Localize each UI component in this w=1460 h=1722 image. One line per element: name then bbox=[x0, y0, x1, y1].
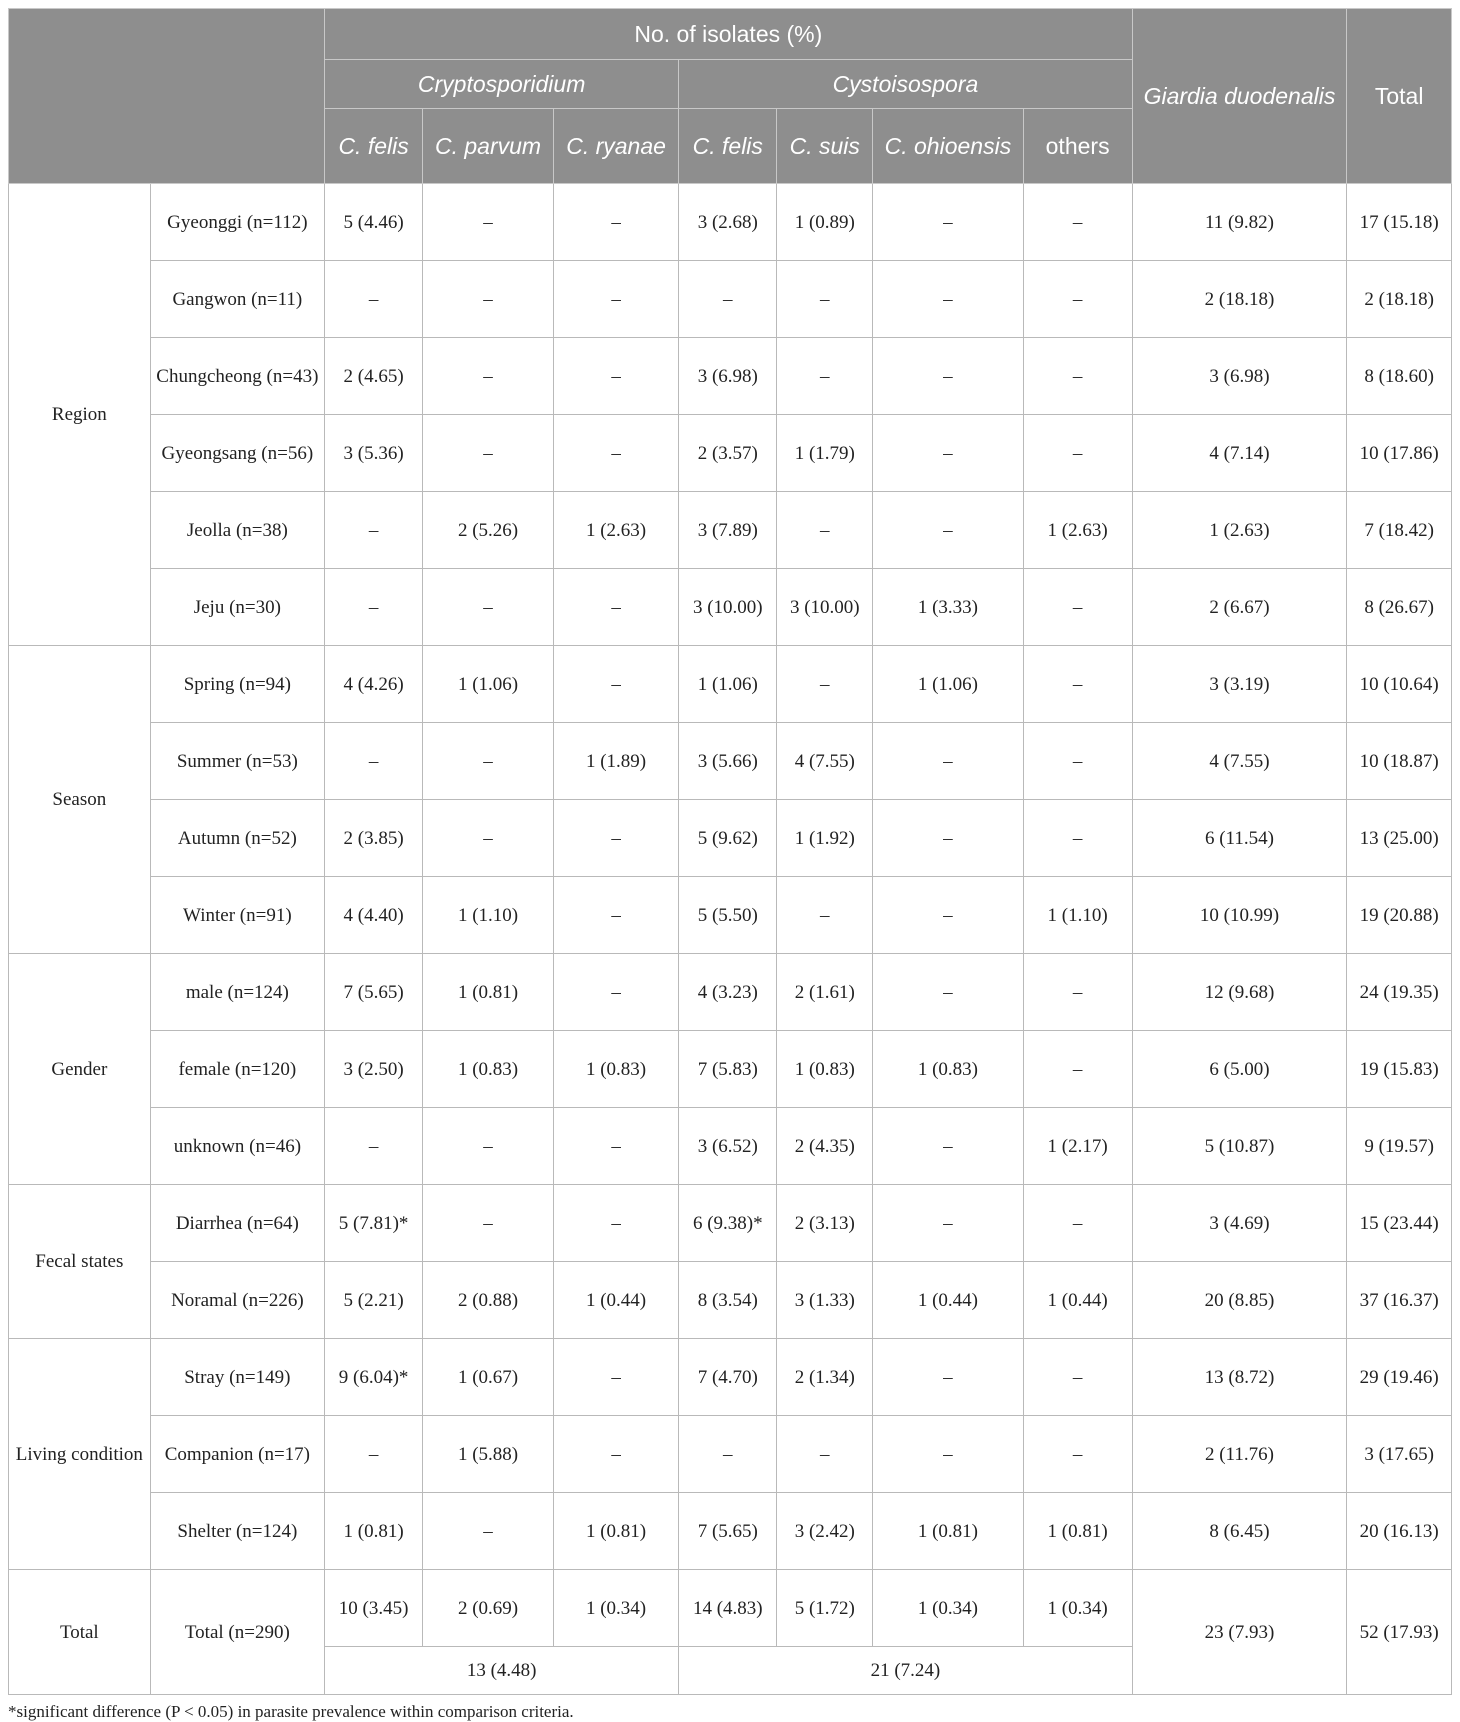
value-cell: – bbox=[423, 1493, 554, 1570]
table-row bbox=[9, 261, 1452, 338]
value-cell: 6 (11.54) bbox=[1132, 800, 1347, 877]
value-cell: – bbox=[777, 1416, 873, 1493]
value-cell: – bbox=[679, 1416, 777, 1493]
total-value-cell: 5 (1.72) bbox=[777, 1570, 873, 1647]
value-cell: – bbox=[873, 1108, 1023, 1185]
value-cell: – bbox=[553, 415, 678, 492]
value-cell: – bbox=[873, 877, 1023, 954]
value-cell: 3 (7.89) bbox=[679, 492, 777, 569]
value-cell: 5 (7.81)* bbox=[325, 1185, 423, 1262]
value-cell: – bbox=[679, 261, 777, 338]
row-label-cell: female (n=120) bbox=[150, 1031, 324, 1108]
crypto-subtotal-cell: 13 (4.48) bbox=[325, 1647, 679, 1695]
value-cell: – bbox=[325, 723, 423, 800]
value-cell: 1 (0.81) bbox=[553, 1493, 678, 1570]
value-cell: 4 (4.40) bbox=[325, 877, 423, 954]
table-row bbox=[9, 646, 1452, 723]
value-cell: 6 (9.38)* bbox=[679, 1185, 777, 1262]
value-cell: 8 (18.60) bbox=[1347, 338, 1452, 415]
table-row bbox=[9, 1031, 1452, 1108]
total-row bbox=[9, 1570, 1452, 1647]
value-cell: – bbox=[423, 723, 554, 800]
value-cell: 11 (9.82) bbox=[1132, 184, 1347, 261]
value-cell: 2 (4.65) bbox=[325, 338, 423, 415]
footnote: *significant difference (P < 0.05) in parasite prevalence within comparison criteria. bbox=[8, 1702, 574, 1721]
value-cell: 1 (0.81) bbox=[423, 954, 554, 1031]
group-label-cell: Gender bbox=[9, 954, 151, 1185]
value-cell: – bbox=[423, 569, 554, 646]
row-label-cell: Gyeongsang (n=56) bbox=[150, 415, 324, 492]
value-cell: – bbox=[553, 1416, 678, 1493]
value-cell: 5 (9.62) bbox=[679, 800, 777, 877]
value-cell: 13 (8.72) bbox=[1132, 1339, 1347, 1416]
value-cell: – bbox=[553, 1185, 678, 1262]
value-cell: – bbox=[553, 1339, 678, 1416]
value-cell: – bbox=[873, 800, 1023, 877]
table-row bbox=[9, 415, 1452, 492]
value-cell: – bbox=[777, 492, 873, 569]
value-cell: 10 (17.86) bbox=[1347, 415, 1452, 492]
value-cell: 1 (1.92) bbox=[777, 800, 873, 877]
value-cell: – bbox=[423, 1108, 554, 1185]
value-cell: 1 (0.44) bbox=[873, 1262, 1023, 1339]
total-giardia-cell: 23 (7.93) bbox=[1132, 1570, 1347, 1695]
value-cell: 2 (18.18) bbox=[1347, 261, 1452, 338]
value-cell: 3 (6.98) bbox=[1132, 338, 1347, 415]
table-header bbox=[9, 9, 1452, 184]
value-cell: 1 (1.06) bbox=[873, 646, 1023, 723]
value-cell: 1 (1.79) bbox=[777, 415, 873, 492]
value-cell: – bbox=[873, 723, 1023, 800]
value-cell: – bbox=[873, 415, 1023, 492]
value-cell: 8 (3.54) bbox=[679, 1262, 777, 1339]
row-label-cell: Jeju (n=30) bbox=[150, 569, 324, 646]
header-cysto-others: others bbox=[1023, 109, 1132, 184]
value-cell: – bbox=[1023, 954, 1132, 1031]
value-cell: 4 (4.26) bbox=[325, 646, 423, 723]
row-label-cell: Gyeonggi (n=112) bbox=[150, 184, 324, 261]
value-cell: 2 (1.61) bbox=[777, 954, 873, 1031]
value-cell: 3 (4.69) bbox=[1132, 1185, 1347, 1262]
table-row bbox=[9, 492, 1452, 569]
row-label-cell: Spring (n=94) bbox=[150, 646, 324, 723]
value-cell: – bbox=[1023, 415, 1132, 492]
value-cell: 2 (5.26) bbox=[423, 492, 554, 569]
table-row bbox=[9, 954, 1452, 1031]
isolates-table bbox=[8, 8, 1452, 1695]
value-cell: – bbox=[873, 492, 1023, 569]
total-value-cell: 1 (0.34) bbox=[873, 1570, 1023, 1647]
total-value-cell: 10 (3.45) bbox=[325, 1570, 423, 1647]
row-label-cell: Autumn (n=52) bbox=[150, 800, 324, 877]
value-cell: 2 (3.57) bbox=[679, 415, 777, 492]
value-cell: 1 (0.83) bbox=[423, 1031, 554, 1108]
value-cell: 7 (5.65) bbox=[325, 954, 423, 1031]
value-cell: 5 (4.46) bbox=[325, 184, 423, 261]
value-cell: – bbox=[777, 338, 873, 415]
value-cell: – bbox=[423, 415, 554, 492]
value-cell: – bbox=[777, 646, 873, 723]
total-row-label-cell: Total (n=290) bbox=[150, 1570, 324, 1695]
value-cell: 2 (6.67) bbox=[1132, 569, 1347, 646]
value-cell: 20 (16.13) bbox=[1347, 1493, 1452, 1570]
value-cell: – bbox=[423, 261, 554, 338]
value-cell: – bbox=[1023, 1416, 1132, 1493]
value-cell: 3 (10.00) bbox=[679, 569, 777, 646]
value-cell: 1 (0.44) bbox=[1023, 1262, 1132, 1339]
row-label-cell: Chungcheong (n=43) bbox=[150, 338, 324, 415]
value-cell: 7 (5.83) bbox=[679, 1031, 777, 1108]
value-cell: 7 (4.70) bbox=[679, 1339, 777, 1416]
value-cell: – bbox=[873, 1185, 1023, 1262]
value-cell: – bbox=[325, 569, 423, 646]
value-cell: 1 (2.63) bbox=[1132, 492, 1347, 569]
value-cell: – bbox=[325, 492, 423, 569]
value-cell: 3 (6.52) bbox=[679, 1108, 777, 1185]
row-label-cell: Stray (n=149) bbox=[150, 1339, 324, 1416]
table-row bbox=[9, 1339, 1452, 1416]
row-label-cell: Summer (n=53) bbox=[150, 723, 324, 800]
total-value-cell: 1 (0.34) bbox=[553, 1570, 678, 1647]
value-cell: – bbox=[423, 338, 554, 415]
value-cell: 9 (6.04)* bbox=[325, 1339, 423, 1416]
value-cell: – bbox=[873, 1416, 1023, 1493]
value-cell: 3 (2.50) bbox=[325, 1031, 423, 1108]
value-cell: – bbox=[553, 569, 678, 646]
value-cell: 10 (10.64) bbox=[1347, 646, 1452, 723]
group-label-cell: Fecal states bbox=[9, 1185, 151, 1339]
value-cell: – bbox=[873, 1339, 1023, 1416]
row-label-cell: Diarrhea (n=64) bbox=[150, 1185, 324, 1262]
header-total: Total bbox=[1347, 9, 1452, 184]
value-cell: 3 (3.19) bbox=[1132, 646, 1347, 723]
value-cell: 1 (0.81) bbox=[325, 1493, 423, 1570]
row-label-cell: Shelter (n=124) bbox=[150, 1493, 324, 1570]
header-no-of-isolates: No. of isolates (%) bbox=[325, 9, 1133, 60]
value-cell: 17 (15.18) bbox=[1347, 184, 1452, 261]
value-cell: 3 (5.36) bbox=[325, 415, 423, 492]
total-group-label-cell: Total bbox=[9, 1570, 151, 1695]
value-cell: 1 (3.33) bbox=[873, 569, 1023, 646]
value-cell: 15 (23.44) bbox=[1347, 1185, 1452, 1262]
value-cell: 2 (0.88) bbox=[423, 1262, 554, 1339]
table-row bbox=[9, 338, 1452, 415]
value-cell: 8 (26.67) bbox=[1347, 569, 1452, 646]
value-cell: – bbox=[553, 338, 678, 415]
header-cystoisospora: Cystoisospora bbox=[679, 60, 1132, 109]
value-cell: 3 (10.00) bbox=[777, 569, 873, 646]
value-cell: 12 (9.68) bbox=[1132, 954, 1347, 1031]
value-cell: – bbox=[873, 954, 1023, 1031]
value-cell: 1 (0.67) bbox=[423, 1339, 554, 1416]
value-cell: 4 (7.55) bbox=[1132, 723, 1347, 800]
group-label-cell: Living condition bbox=[9, 1339, 151, 1570]
value-cell: 1 (2.63) bbox=[553, 492, 678, 569]
value-cell: 7 (18.42) bbox=[1347, 492, 1452, 569]
group-label-cell: Region bbox=[9, 184, 151, 646]
value-cell: – bbox=[423, 1185, 554, 1262]
value-cell: – bbox=[1023, 261, 1132, 338]
value-cell: – bbox=[423, 184, 554, 261]
value-cell: – bbox=[1023, 184, 1132, 261]
value-cell: 4 (7.55) bbox=[777, 723, 873, 800]
value-cell: – bbox=[1023, 646, 1132, 723]
value-cell: 1 (0.44) bbox=[553, 1262, 678, 1339]
value-cell: 1 (5.88) bbox=[423, 1416, 554, 1493]
table-body bbox=[9, 184, 1452, 1695]
value-cell: 1 (0.83) bbox=[873, 1031, 1023, 1108]
value-cell: 20 (8.85) bbox=[1132, 1262, 1347, 1339]
table-row bbox=[9, 1185, 1452, 1262]
table-row bbox=[9, 877, 1452, 954]
total-value-cell: 1 (0.34) bbox=[1023, 1570, 1132, 1647]
value-cell: 3 (6.98) bbox=[679, 338, 777, 415]
value-cell: – bbox=[1023, 1031, 1132, 1108]
value-cell: 1 (0.89) bbox=[777, 184, 873, 261]
value-cell: 19 (15.83) bbox=[1347, 1031, 1452, 1108]
value-cell: 3 (17.65) bbox=[1347, 1416, 1452, 1493]
value-cell: 29 (19.46) bbox=[1347, 1339, 1452, 1416]
row-label-cell: male (n=124) bbox=[150, 954, 324, 1031]
value-cell: 3 (2.68) bbox=[679, 184, 777, 261]
value-cell: 3 (1.33) bbox=[777, 1262, 873, 1339]
header-cryptosporidium: Cryptosporidium bbox=[325, 60, 679, 109]
row-label-cell: Winter (n=91) bbox=[150, 877, 324, 954]
header-cysto-c-ohioensis: C. ohioensis bbox=[873, 109, 1023, 184]
value-cell: 1 (2.63) bbox=[1023, 492, 1132, 569]
value-cell: 2 (18.18) bbox=[1132, 261, 1347, 338]
value-cell: 2 (4.35) bbox=[777, 1108, 873, 1185]
value-cell: – bbox=[553, 261, 678, 338]
value-cell: 13 (25.00) bbox=[1347, 800, 1452, 877]
value-cell: 3 (5.66) bbox=[679, 723, 777, 800]
value-cell: 37 (16.37) bbox=[1347, 1262, 1452, 1339]
row-label-cell: Gangwon (n=11) bbox=[150, 261, 324, 338]
value-cell: – bbox=[553, 954, 678, 1031]
table-row bbox=[9, 184, 1452, 261]
header-crypto-c-ryanae: C. ryanae bbox=[553, 109, 678, 184]
total-value-cell: 2 (0.69) bbox=[423, 1570, 554, 1647]
value-cell: – bbox=[1023, 723, 1132, 800]
value-cell: 7 (5.65) bbox=[679, 1493, 777, 1570]
value-cell: 1 (0.83) bbox=[553, 1031, 678, 1108]
value-cell: – bbox=[553, 877, 678, 954]
value-cell: 9 (19.57) bbox=[1347, 1108, 1452, 1185]
value-cell: – bbox=[553, 184, 678, 261]
value-cell: – bbox=[873, 261, 1023, 338]
value-cell: – bbox=[1023, 800, 1132, 877]
value-cell: 2 (3.13) bbox=[777, 1185, 873, 1262]
value-cell: 4 (3.23) bbox=[679, 954, 777, 1031]
value-cell: 1 (1.06) bbox=[423, 646, 554, 723]
value-cell: 24 (19.35) bbox=[1347, 954, 1452, 1031]
value-cell: 1 (2.17) bbox=[1023, 1108, 1132, 1185]
group-label-cell: Season bbox=[9, 646, 151, 954]
row-label-cell: Noramal (n=226) bbox=[150, 1262, 324, 1339]
table-row bbox=[9, 1262, 1452, 1339]
value-cell: 19 (20.88) bbox=[1347, 877, 1452, 954]
value-cell: 1 (0.83) bbox=[777, 1031, 873, 1108]
value-cell: – bbox=[553, 646, 678, 723]
value-cell: 4 (7.14) bbox=[1132, 415, 1347, 492]
table-row bbox=[9, 1108, 1452, 1185]
value-cell: – bbox=[777, 877, 873, 954]
row-label-cell: Companion (n=17) bbox=[150, 1416, 324, 1493]
table-row bbox=[9, 1416, 1452, 1493]
value-cell: 8 (6.45) bbox=[1132, 1493, 1347, 1570]
header-cysto-c-suis: C. suis bbox=[777, 109, 873, 184]
value-cell: 5 (10.87) bbox=[1132, 1108, 1347, 1185]
value-cell: – bbox=[1023, 1339, 1132, 1416]
value-cell: 10 (18.87) bbox=[1347, 723, 1452, 800]
value-cell: – bbox=[1023, 1185, 1132, 1262]
value-cell: 2 (3.85) bbox=[325, 800, 423, 877]
cysto-subtotal-cell: 21 (7.24) bbox=[679, 1647, 1132, 1695]
value-cell: 1 (1.10) bbox=[1023, 877, 1132, 954]
value-cell: – bbox=[873, 184, 1023, 261]
value-cell: 1 (0.81) bbox=[1023, 1493, 1132, 1570]
value-cell: – bbox=[873, 338, 1023, 415]
value-cell: 1 (1.10) bbox=[423, 877, 554, 954]
header-cysto-c-felis: C. felis bbox=[679, 109, 777, 184]
table-row bbox=[9, 1493, 1452, 1570]
header-giardia: Giardia duodenalis bbox=[1132, 9, 1347, 184]
value-cell: 3 (2.42) bbox=[777, 1493, 873, 1570]
value-cell: 1 (1.06) bbox=[679, 646, 777, 723]
header-crypto-c-felis: C. felis bbox=[325, 109, 423, 184]
value-cell: 1 (0.81) bbox=[873, 1493, 1023, 1570]
value-cell: 10 (10.99) bbox=[1132, 877, 1347, 954]
value-cell: – bbox=[553, 1108, 678, 1185]
table-row bbox=[9, 723, 1452, 800]
value-cell: – bbox=[777, 261, 873, 338]
value-cell: 2 (11.76) bbox=[1132, 1416, 1347, 1493]
value-cell: – bbox=[1023, 569, 1132, 646]
total-value-cell: 14 (4.83) bbox=[679, 1570, 777, 1647]
value-cell: 5 (2.21) bbox=[325, 1262, 423, 1339]
table-row bbox=[9, 569, 1452, 646]
value-cell: – bbox=[325, 1416, 423, 1493]
header-crypto-c-parvum: C. parvum bbox=[423, 109, 554, 184]
value-cell: – bbox=[325, 261, 423, 338]
value-cell: – bbox=[325, 1108, 423, 1185]
row-label-cell: unknown (n=46) bbox=[150, 1108, 324, 1185]
value-cell: 1 (1.89) bbox=[553, 723, 678, 800]
value-cell: 6 (5.00) bbox=[1132, 1031, 1347, 1108]
value-cell: – bbox=[423, 800, 554, 877]
grand-total-cell: 52 (17.93) bbox=[1347, 1570, 1452, 1695]
value-cell: – bbox=[1023, 338, 1132, 415]
value-cell: 5 (5.50) bbox=[679, 877, 777, 954]
table-row bbox=[9, 800, 1452, 877]
header-corner-cell bbox=[9, 9, 325, 184]
value-cell: 2 (1.34) bbox=[777, 1339, 873, 1416]
row-label-cell: Jeolla (n=38) bbox=[150, 492, 324, 569]
value-cell: – bbox=[553, 800, 678, 877]
